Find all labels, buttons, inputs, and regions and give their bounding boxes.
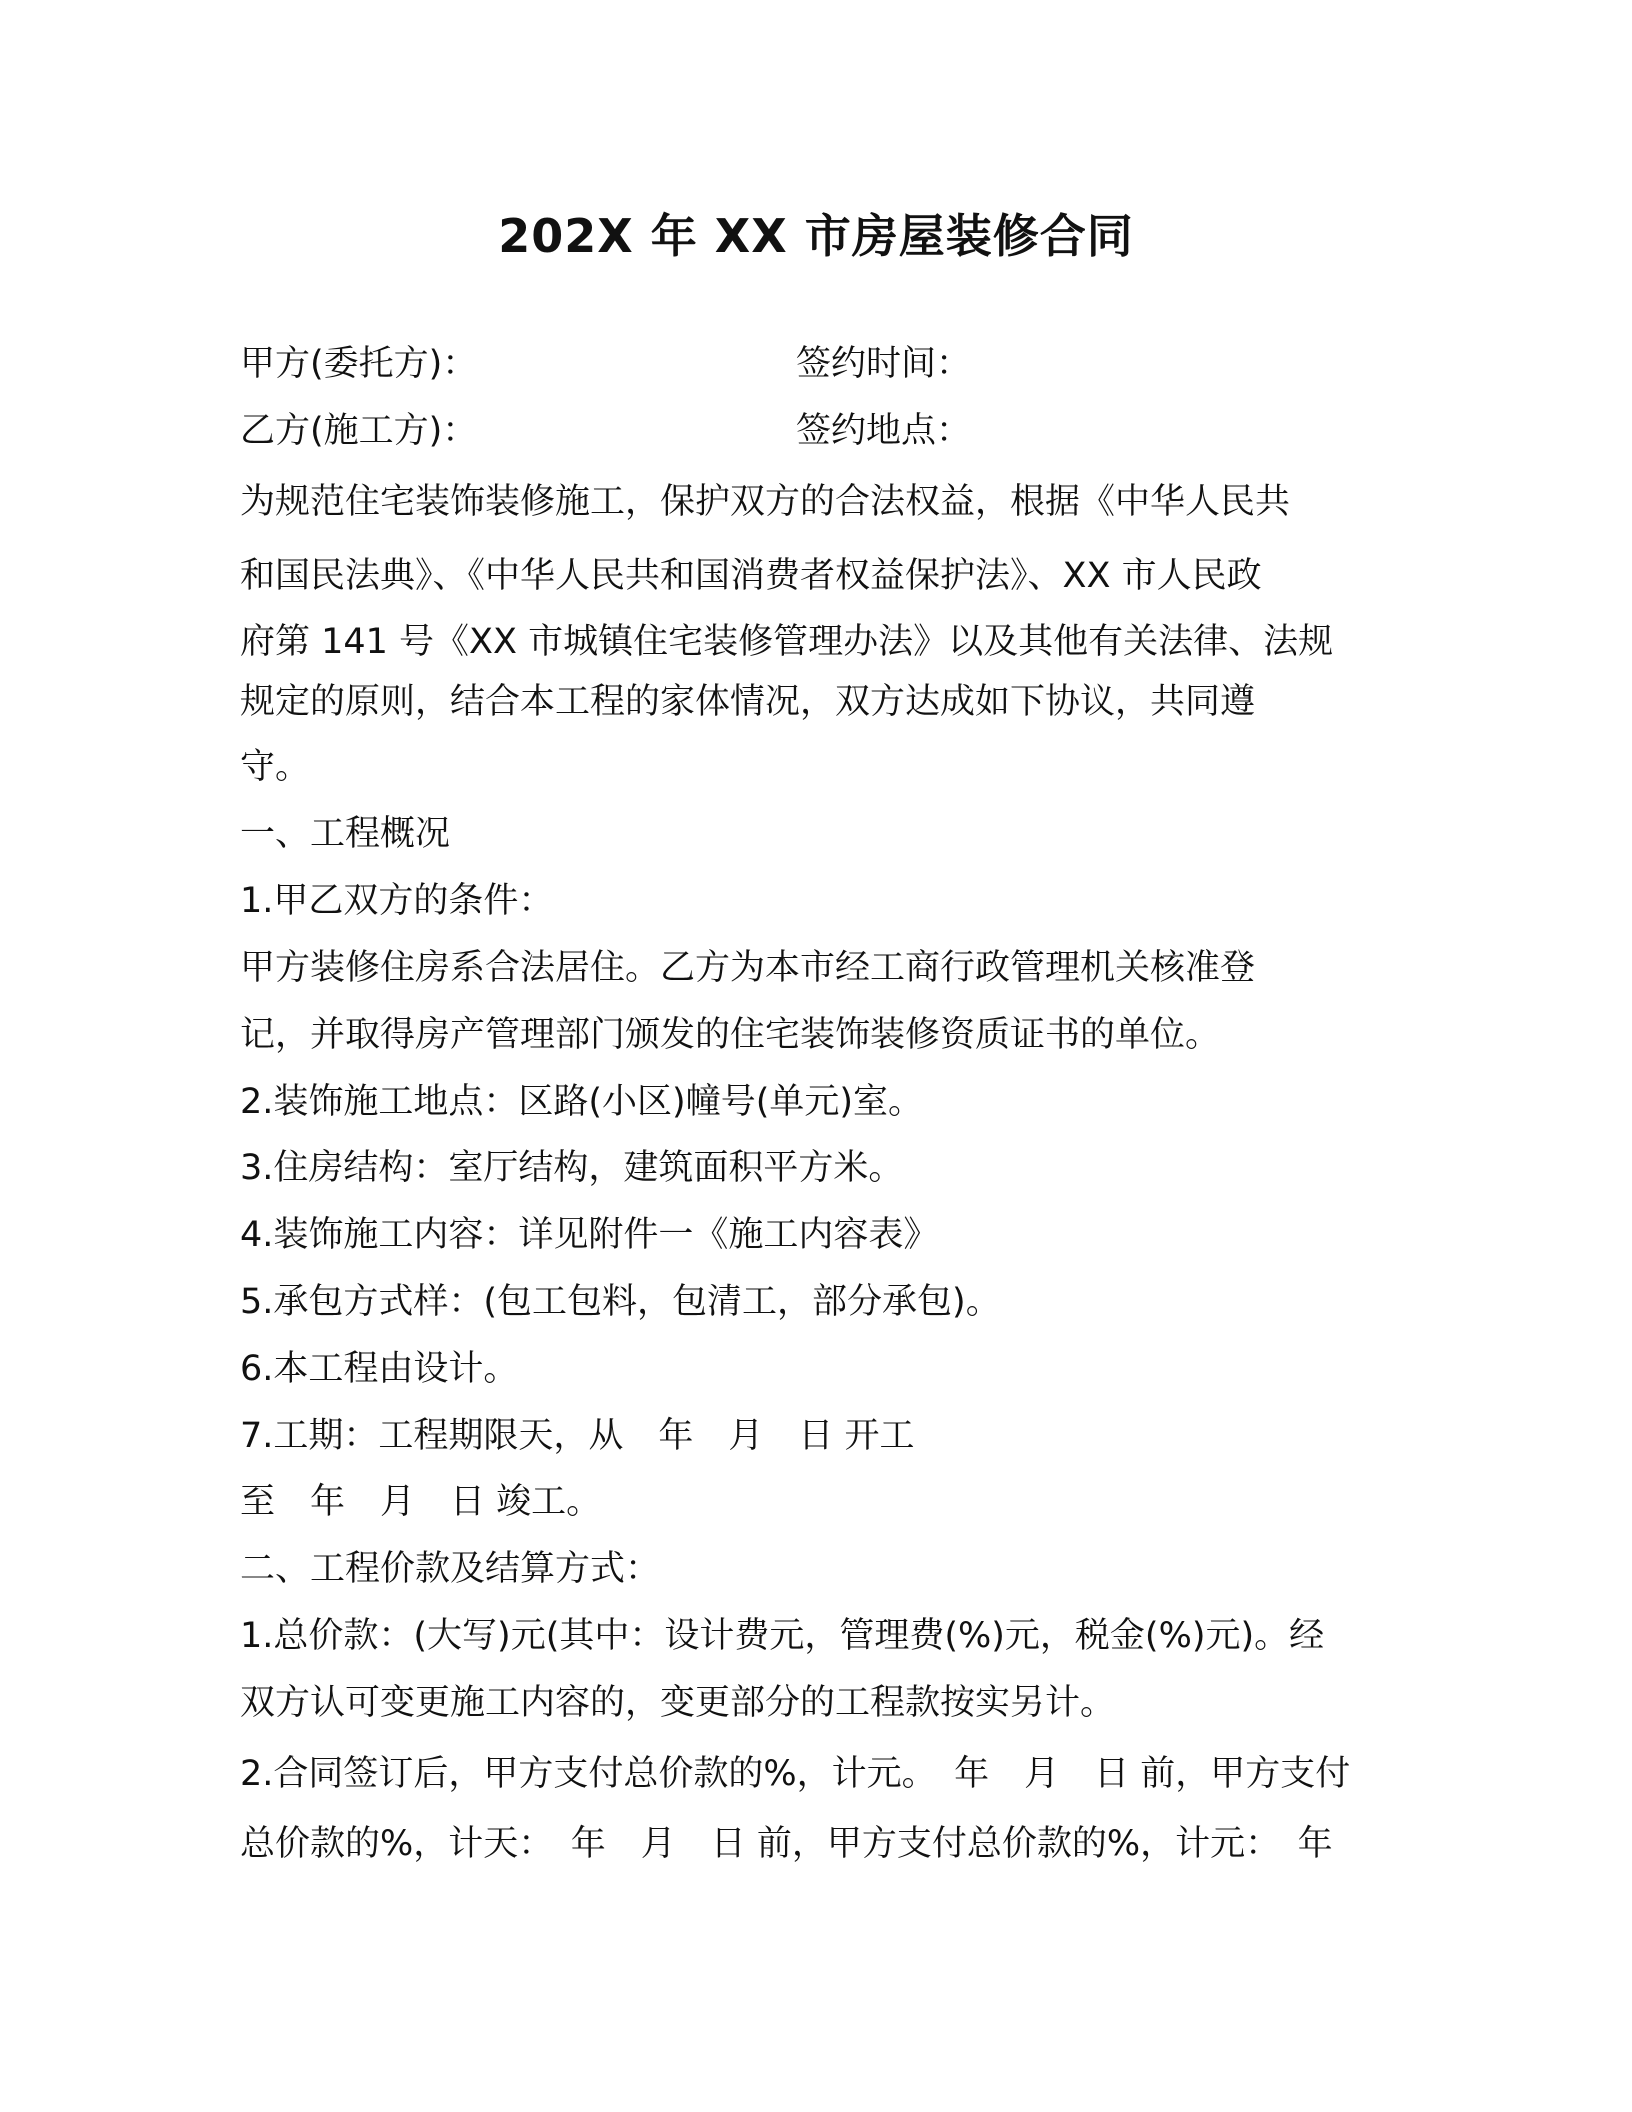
section-1-line: 7.工期：工程期限天，从 年 月 日 开工: [240, 1416, 915, 1456]
section-1-line: 4.装饰施工内容：详见附件一《施工内容表》: [240, 1215, 939, 1255]
preamble-line: 府第 141 号《XX 市城镇住宅装修管理办法》以及其他有关法律、法规: [240, 622, 1334, 662]
section-2-line: 1.总价款：(大写)元(其中：设计费元，管理费(%)元，税金(%)元)。经: [240, 1616, 1325, 1656]
signing-time-label: 签约时间：: [796, 344, 972, 384]
preamble-line: 和国民法典》、《中华人民共和国消费者权益保护法》、XX 市人民政: [240, 556, 1262, 596]
section-1-line: 1.甲乙双方的条件：: [240, 881, 554, 921]
preamble-line: 守。: [240, 747, 311, 787]
section-1-line: 记，并取得房产管理部门颁发的住宅装饰装修资质证书的单位。: [240, 1015, 1221, 1055]
preamble-line: 为规范住宅装饰装修施工，保护双方的合法权益，根据《中华人民共: [240, 482, 1291, 522]
preamble-line: 规定的原则，结合本工程的家体情况，双方达成如下协议，共同遵: [240, 682, 1256, 722]
section-2-line: 双方认可变更施工内容的，变更部分的工程款按实另计。: [240, 1683, 1116, 1723]
section-2-line: 总价款的%，计天： 年 月 日 前，甲方支付总价款的%，计元： 年: [240, 1824, 1333, 1864]
document-title: 202X 年 XX 市房屋装修合同: [498, 209, 1134, 263]
section-2-line: 2.合同签订后，甲方支付总价款的%，计元。 年 月 日 前，甲方支付: [240, 1754, 1351, 1794]
section-1-line: 2.装饰施工地点：区路(小区)幢号(单元)室。: [240, 1082, 924, 1122]
section-1-line: 至 年 月 日 竣工。: [240, 1482, 602, 1522]
section-1-line: 甲方装修住房系合法居住。乙方为本市经工商行政管理机关核准登: [240, 948, 1256, 988]
party-a-label: 甲方(委托方)：: [240, 344, 478, 384]
party-b-label: 乙方(施工方)：: [240, 411, 478, 451]
signing-place-label: 签约地点：: [796, 411, 972, 451]
section-1-heading: 一、工程概况: [240, 814, 451, 854]
section-1-line: 5.承包方式样：(包工包料，包清工，部分承包)。: [240, 1282, 1001, 1322]
section-1-line: 6.本工程由设计。: [240, 1349, 519, 1389]
section-1-line: 3.住房结构：室厅结构，建筑面积平方米。: [240, 1148, 904, 1188]
section-2-heading: 二、工程价款及结算方式：: [240, 1549, 661, 1589]
